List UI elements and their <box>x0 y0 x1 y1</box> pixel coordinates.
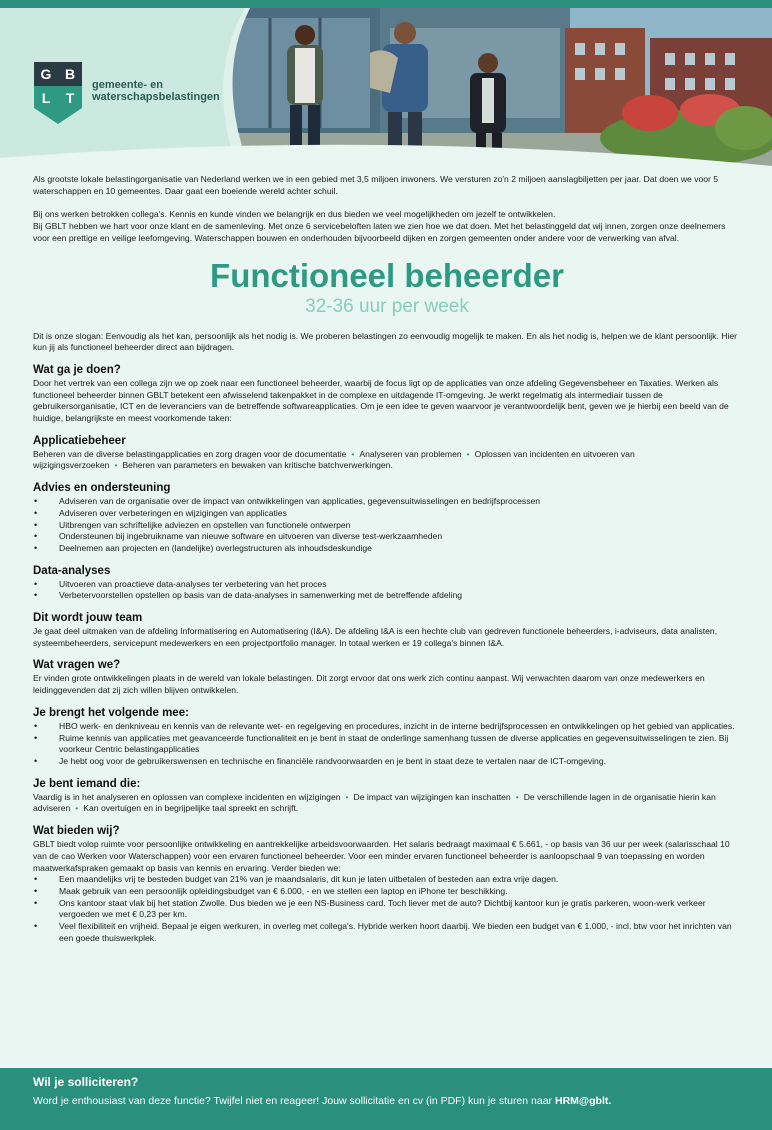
bullet-icon: • <box>34 519 38 530</box>
bullet-dot-icon: • <box>114 460 118 471</box>
logo-tagline-line1: gemeente- en <box>92 79 163 91</box>
iemand-item: De verschillende lagen in de organisatie hierin kan adviseren <box>33 791 716 814</box>
list-item <box>33 579 741 591</box>
job-title: Functioneel beheerder <box>210 256 564 294</box>
bullet-dot-icon: • <box>515 791 519 802</box>
list-item-text: Maak gebruik van een persoonlijk opleidingsbudget van € 6.000, - en we stellen een laptop en iPhone ter beschikking. <box>59 885 508 896</box>
section-heading-wat-ga-je-doen: Wat ga je doen? <box>33 363 121 376</box>
intro-paragraph-3: Bij GBLT hebben we hart voor onze klant en de samenleving. Met onze 6 servicebeloften laten we zien hoe we dat doen. Met het belastinggeld dat wij innen, zorgen onze deelnemers voor een prettige en veilige leefomgeving. Waterschappen bouwen en onderhouden bijvoorbeeld dijken en zorgen gemeenten onder andere voor de verwerking van afval. <box>33 221 726 243</box>
vacancy-content <box>33 174 741 944</box>
list-item <box>33 531 741 543</box>
bullet-icon: • <box>34 732 38 743</box>
list-item <box>33 874 741 886</box>
section-heading-mee: Je brengt het volgende mee: <box>33 706 189 719</box>
section-heading-iemand: Je bent iemand die: <box>33 777 141 790</box>
list-item <box>33 590 741 602</box>
hero-banner <box>0 8 772 170</box>
bullet-icon: • <box>34 531 38 542</box>
bullet-icon: • <box>34 921 38 932</box>
list-item-text: HBO werk- en denkniveau en kennis van de relevante wet- en regelgeving en procedures, inzicht in de interne bedrijfsprocessen en ontwikkelingen op het gebied van applicaties. <box>59 720 735 731</box>
section-heading-applicatiebeheer: Applicatiebeheer <box>33 434 126 447</box>
team-text: Je gaat deel uitmaken van de afdeling Informatisering en Automatisering (I&A). De afdeling I&A is een hechte club van gedreven functionele beheerders, i-adviseurs, data analisten, systeembeheerders, servicepunt medewerkers en een projectportfolio manager. In totaal werken er 19 collega's binnen I&A. <box>33 626 718 648</box>
iemand-inline-list <box>33 792 741 815</box>
job-hours: 32-36 uur per week <box>305 295 469 317</box>
list-item-text: Adviseren over verbeteringen en wijzigingen van applicaties <box>59 507 287 518</box>
vragen-text: Er vinden grote ontwikkelingen plaats in de wereld van lokale belastingen. Dit zorgt ervoor dat ons werk zich continu aanpast. Wij verwachten daarom van onze medewerkers en leidinggevenden dat zij zich willen blijven ontwikkelen. <box>33 673 705 696</box>
list-item-text: Ruime kennis van applicaties met geavanceerde functionaliteit en je bent in staat de onderlinge samenhang tussen de diverse applicaties en gegevensuitwisselingen te zien. Bij voorkeur Centric belastingapplicaties <box>59 732 729 755</box>
bieden-text: GBLT biedt volop ruimte voor persoonlijke ontwikkeling en aantrekkelijke arbeidsvoorwaarden. Het salaris bedraagt maximaal € 5.661, - op basis van 36 uur per week (salarisschaal 10 van de cao Werken voor Waterschappen) voor een ervaren functioneel beheerder. Voor een minder ervaren functioneel beheerder is aanloopschaal 9 van toepassing en worden maatwerkafspraken gemaakt op basis van kennis en ervaring. Verder bieden we: <box>33 839 730 873</box>
bullet-icon: • <box>34 496 38 507</box>
intro-paragraph-1: Als grootste lokale belastingorganisatie van Nederland werken we in een gebied met 3,5 miljoen inwoners. We versturen zo'n 2 miljoen aanslagbiljetten per jaar. Dat doen we voor 5 waterschappen en 10 gemeentes. Daar gaat een boeiende wereld achter schuil. <box>33 174 719 196</box>
iemand-item: Kan overtuigen en in begrijpelijke taal spreekt en schrijft. <box>83 803 299 814</box>
iemand-item: De impact van wijzigingen kan inschatten <box>353 791 511 802</box>
logo-tagline <box>92 79 220 103</box>
list-item-text: Een maandelijks vrij te besteden budget van 21% van je maandsalaris, dit kun je laten uitbetalen of besteden aan extra vrije dagen. <box>59 874 559 885</box>
bullet-icon: • <box>34 590 38 601</box>
bieden-list <box>33 874 741 944</box>
apply-email-link[interactable]: HRM@gblt. <box>554 1095 612 1107</box>
logo-letter-g: G <box>40 66 52 82</box>
section-heading-advies: Advies en ondersteuning <box>33 482 171 495</box>
apply-text-body: Word je enthousiast van deze functie? Twijfel niet en reageer! Jouw sollicitatie en cv (in PDF) kun je sturen naar <box>33 1095 553 1107</box>
wat-ga-je-doen-text: Door het vertrek van een collega zijn we op zoek naar een functioneel beheerder, waarbij de focus ligt op de applicaties van onze afdeling Gegevensbeheer en Taxaties. Werken als functioneel beheerder binnen GBLT betekent een afwisselend takenpakket in de complexe en uitdagende IT-omgeving. Je werkt regelmatig als intermediair tussen de gebruikersorganisatie, ICT en de leveranciers van de betreffende softwareapplicaties. Om je een idee te geven waarvoor je verantwoordelijk bent, geven we je hierbij een beeld van de huidige, belangrijkste en meest voorkomende taken: <box>33 377 729 424</box>
top-band <box>0 0 772 8</box>
list-item-text: Verbetervoorstellen opstellen op basis van de data-analyses in samenwerking met de betreffende afdeling <box>59 590 463 601</box>
list-item <box>33 921 741 944</box>
list-item-text: Je hebt oog voor de gebruikerswensen en technische en financiële randvoorwaarden en je bent in staat deze te vertalen naar de ICT-omgeving. <box>59 755 607 766</box>
logo-tagline-line2: waterschapsbelastingen <box>92 91 220 103</box>
bullet-icon: • <box>34 874 38 885</box>
bullet-icon: • <box>34 720 38 731</box>
applicatiebeheer-item: Oplossen van incidenten en uitvoeren van wijzigingsverzoeken <box>33 448 635 471</box>
list-item <box>33 543 741 555</box>
list-item-text: Ons kantoor staat vlak bij het station Zwolle. Dus bieden we je een NS-Business card. Toch liever met de auto? Dichtbij kantoor kun je gratis parkeren, woon-werk verkeer vergoeden we met € 0,23 per km. <box>59 897 706 920</box>
bullet-dot-icon: • <box>351 448 355 459</box>
list-item-text: Ondersteunen bij ingebruikname van nieuwe software en uitvoeren van diverse test-werkzaamheden <box>59 531 443 542</box>
apply-text <box>33 1095 611 1107</box>
intro-paragraph-2: Bij ons werken betrokken collega's. Kennis en kunde vinden we belangrijk en dus bieden we veel mogelijkheden om jezelf te ontwikkelen. <box>33 209 556 220</box>
list-item <box>33 721 741 733</box>
applicatiebeheer-item: Beheren van de diverse belastingapplicaties en zorg dragen voor de documentatie <box>33 448 347 459</box>
section-heading-bieden: Wat bieden wij? <box>33 825 120 838</box>
apply-footer <box>0 1068 772 1130</box>
bullet-icon: • <box>34 542 38 553</box>
list-item-text: Uitvoeren van proactieve data-analyses ter verbetering van het proces <box>59 578 327 589</box>
list-item <box>33 496 741 508</box>
list-item <box>33 756 741 768</box>
list-item-text: Adviseren van de organisatie over de impact van ontwikkelingen van applicaties, gegevensuitwisselingen en bedrijfsprocessen <box>59 496 541 507</box>
list-item <box>33 886 741 898</box>
bullet-icon: • <box>34 885 38 896</box>
data-analyses-list <box>33 579 741 602</box>
bullet-icon: • <box>34 578 38 589</box>
list-item <box>33 508 741 520</box>
section-heading-vragen: Wat vragen we? <box>33 659 121 672</box>
apply-heading: Wil je solliciteren? <box>33 1075 139 1089</box>
bullet-icon: • <box>34 507 38 518</box>
section-heading-data-analyses: Data-analyses <box>33 564 111 577</box>
logo-letter-b: B <box>64 66 76 82</box>
logo-letter-t: T <box>65 90 75 106</box>
list-item-text: Veel flexibiliteit en vrijheid. Bepaal je eigen werkuren, in overleg met collega's. Hybride werken hoort daarbij. We bieden een budget van € 1.000, - incl. btw voor het inrichten van een goede thuiswerkplek. <box>59 921 732 943</box>
advies-list <box>33 496 741 555</box>
list-item <box>33 898 741 921</box>
list-item <box>33 520 741 532</box>
mee-list <box>33 721 741 768</box>
bullet-icon: • <box>34 755 38 766</box>
slogan-paragraph: Dit is onze slogan: Eenvoudig als het kan, persoonlijk als het nodig is. We proberen belastingen zo eenvoudig mogelijk te maken. En als het nodig is, helpen we de klant persoonlijk. Hier kun jij als functioneel beheerder direct aan bijdragen. <box>33 330 737 353</box>
bullet-dot-icon: • <box>466 448 470 459</box>
applicatiebeheer-item: Analyseren van problemen <box>359 448 462 459</box>
list-item-text: Deelnemen aan projecten en (landelijke) overlegstructuren als inhoudsdeskundige <box>59 542 372 553</box>
bullet-dot-icon: • <box>75 803 79 814</box>
applicatiebeheer-inline-list <box>33 449 741 472</box>
bullet-dot-icon: • <box>345 791 349 802</box>
list-item-text: Uitbrengen van schriftelijke adviezen en opstellen van functionele ontwerpen <box>59 519 351 530</box>
gblt-logo <box>34 62 82 124</box>
bullet-icon: • <box>34 897 38 908</box>
section-heading-team: Dit wordt jouw team <box>33 612 143 625</box>
list-item <box>33 733 741 756</box>
applicatiebeheer-item: Beheren van parameters en bewaken van kritische batchverwerkingen. <box>122 460 393 471</box>
logo-letter-l: L <box>41 90 51 106</box>
iemand-item: Vaardig is in het analyseren en oplossen van complexe incidenten en wijzigingen <box>33 791 341 802</box>
